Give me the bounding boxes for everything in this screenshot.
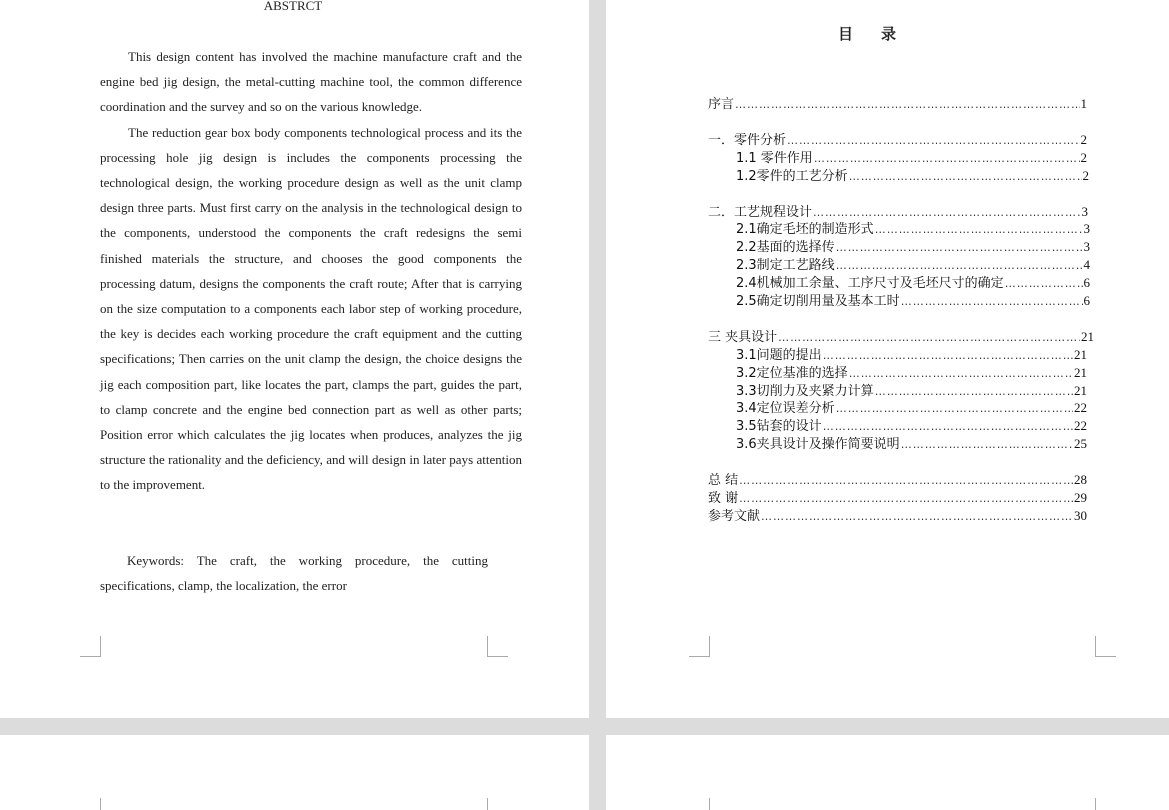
toc-entry[interactable]: 3.5钻套的设计 ………………………………………………………………………………………………………………………………………… 22 (736, 416, 1087, 434)
toc-entry[interactable]: 致 谢 ………………………………………………………………………………………………………………………………………… 29 (708, 488, 1087, 506)
crop-mark (689, 636, 710, 657)
toc-entry[interactable]: 1.2零件的工艺分析 ………………………………………………………………………………………………………………………………………… 2 (736, 166, 1089, 184)
toc-entry[interactable]: 二．工艺规程设计 ………………………………………………………………………………………………………………………………………… 3 (708, 202, 1088, 220)
toc-entry[interactable]: 1.1 零件作用 ………………………………………………………………………………………………………………………………………… 2 (736, 148, 1087, 166)
abstract-body (100, 44, 522, 498)
crop-mark (709, 798, 710, 810)
crop-mark (487, 636, 508, 657)
toc-entry[interactable]: 3.2定位基准的选择 ………………………………………………………………………………………………………………………………………… 21 (736, 363, 1087, 381)
page-abstract (0, 0, 589, 718)
toc-entry[interactable]: 一．零件分析 ………………………………………………………………………………………………………………………………………… 2 (708, 130, 1087, 148)
crop-mark (1095, 636, 1116, 657)
crop-mark (487, 798, 488, 810)
toc-entry[interactable]: 2.5确定切削用量及基本工时 ………………………………………………………………………………………………………………………………………… 6 (736, 291, 1090, 309)
toc-entry[interactable]: 总 结 ………………………………………………………………………………………………………………………………………… 28 (708, 470, 1087, 488)
abstract-keywords: Keywords: The craft, the working procedure, the cutting specifications, clamp, the localization, the error (100, 553, 488, 594)
toc-title: 目录 (838, 25, 925, 43)
toc-entry[interactable]: 2.1确定毛坯的制造形式 ………………………………………………………………………………………………………………………………………… 3 (736, 219, 1090, 237)
abstract-title: ABSTRCT (263, 0, 323, 13)
toc-entry[interactable]: 3.4定位误差分析 ………………………………………………………………………………………………………………………………………… 22 (736, 398, 1087, 416)
page-next-right (606, 735, 1169, 810)
page-next-left (0, 735, 589, 810)
toc-entry[interactable]: 三 夹具设计 ………………………………………………………………………………………………………………………………………… 21 (708, 327, 1094, 345)
toc-entry[interactable]: 参考文献 ………………………………………………………………………………………………………………………………………… 30 (708, 506, 1087, 524)
toc-entry[interactable]: 3.6夹具设计及操作简要说明 ………………………………………………………………………………………………………………………………………… 25 (736, 434, 1087, 452)
toc-entry[interactable]: 2.3制定工艺路线 ………………………………………………………………………………………………………………………………………… 4 (736, 255, 1090, 273)
crop-mark (1095, 798, 1096, 810)
toc-entry[interactable]: 3.3切削力及夹紧力计算 ………………………………………………………………………………………………………………………………………… 21 (736, 381, 1087, 399)
crop-mark (80, 636, 101, 657)
abstract-paragraph-1: This design content has involved the machine manufacture craft and the engine bed jig design, the metal-cutting machine tool, the common difference coordination and the survey and so on the various knowledge. (100, 49, 522, 115)
abstract-paragraph-2: The reduction gear box body components technological process and its the processing hole jig design is includes the components processing the technological design, the working procedure design as well as the unit clamp design three parts. Must first carry on the analysis in the technological design to the components, understood the components the craft redesigns the semi finished materials the structure, and chooses the good components the processing datum, designs the components the craft route; After that is carrying on the size computation to a components each labor step of working procedure, the key is decides each working procedure the craft equipment and the cutting specifications; Then carries on the unit clamp the design, the choice designs the jig each composition part, like locates the part, clamps the part, guides the part, to clamp concrete and the engine bed connection part as well as other parts; Position error which calculates the jig locates when produces, analyzes the jig structure the rationality and the deficiency, and will design in later pays attention to the improvement. (100, 124, 522, 493)
toc-entry[interactable]: 2.2基面的选择传 ………………………………………………………………………………………………………………………………………… 3 (736, 237, 1090, 255)
toc-entry[interactable]: 3.1问题的提出 ………………………………………………………………………………………………………………………………………… 21 (736, 345, 1087, 363)
crop-mark (100, 798, 101, 810)
toc-entry[interactable]: 序言 ………………………………………………………………………………………………………………………………………… 1 (708, 94, 1087, 112)
toc-entry[interactable]: 2.4机械加工余量、工序尺寸及毛坯尺寸的确定 ………………………………………………………………………………………………………………………………………… 6 (736, 273, 1090, 291)
